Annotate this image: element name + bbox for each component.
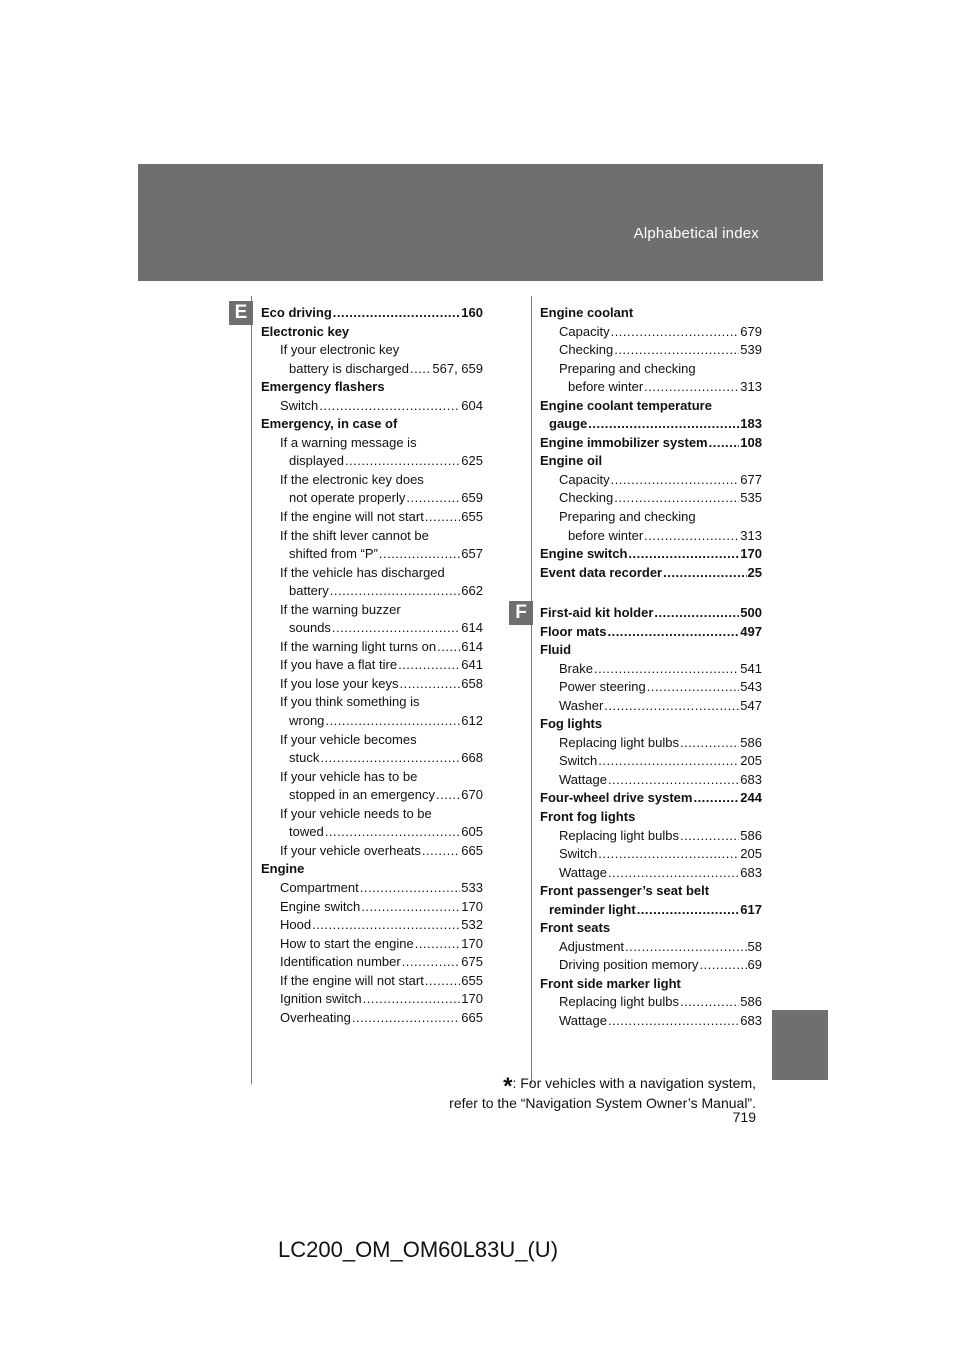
index-entry: [261, 879, 483, 898]
middle-column-rule: [531, 296, 532, 1084]
footnote-star: *: [503, 1073, 513, 1100]
index-entry-text: If your vehicle has to be: [280, 768, 418, 784]
left-column-rule: [251, 296, 252, 1084]
dot-leader: [406, 489, 460, 508]
index-entry-text: Engine switch: [540, 546, 628, 562]
index-entry-text: Adjustment: [559, 938, 625, 954]
index-entry-text: Wattage: [559, 771, 607, 787]
dot-leader: [611, 323, 740, 342]
index-entry-page[interactable]: 675: [461, 954, 483, 970]
index-entry-text: Compartment: [280, 879, 359, 895]
dot-leader: [611, 471, 740, 490]
index-entry: [261, 582, 483, 601]
index-entry: [540, 715, 762, 734]
index-entry-page[interactable]: 567, 659: [432, 360, 483, 376]
dot-leader: [680, 827, 739, 846]
index-entry-text: If the vehicle has discharged: [280, 564, 445, 580]
dot-leader: [325, 823, 461, 842]
index-entry-page[interactable]: 313: [740, 379, 762, 395]
index-entry-text: Front fog lights: [540, 809, 636, 825]
index-entry-text: Front side marker light: [540, 975, 681, 991]
index-entry-page[interactable]: 547: [740, 697, 762, 713]
index-entry-text: Event data recorder: [540, 564, 663, 580]
index-entry-text: Engine switch: [280, 898, 361, 914]
dot-leader: [410, 360, 431, 379]
dot-leader: [594, 660, 739, 679]
index-entry: [540, 975, 762, 994]
index-entry: [261, 434, 483, 453]
index-entry-text: If your vehicle needs to be: [280, 805, 432, 821]
index-entry-page[interactable]: 183: [740, 416, 762, 432]
index-entry: [540, 864, 762, 883]
dot-leader: [614, 489, 739, 508]
index-entry: [261, 953, 483, 972]
index-entry-page[interactable]: 658: [461, 675, 483, 691]
index-entry-page[interactable]: 108: [740, 434, 762, 450]
index-entry: [261, 990, 483, 1009]
index-entry: [261, 768, 483, 787]
index-entry: [540, 341, 762, 360]
index-entry-text: If the shift lever cannot be: [280, 527, 429, 543]
index-entry-text: Emergency, in case of: [261, 416, 398, 432]
dot-leader: [422, 842, 460, 861]
index-entry-text: If your vehicle overheats: [280, 842, 421, 858]
index-entry-page[interactable]: 500: [740, 605, 762, 620]
dot-leader: [680, 734, 739, 753]
index-entry-text: Washer: [559, 697, 604, 713]
index-entry: [540, 734, 762, 753]
dot-leader: [415, 935, 461, 954]
dot-leader: [607, 623, 739, 642]
dot-leader: [604, 697, 739, 716]
index-entry-page[interactable]: 170: [461, 898, 483, 914]
dot-leader: [709, 434, 740, 453]
section-letter-e: E: [229, 301, 253, 325]
index-entry-page[interactable]: 683: [740, 1013, 762, 1029]
index-entry-page[interactable]: 625: [461, 453, 483, 469]
index-entry: [540, 845, 762, 864]
index-entry: [261, 712, 483, 731]
index-entry-text: If you have a flat tire: [280, 657, 398, 673]
dot-leader: [663, 564, 746, 583]
index-entry-page[interactable]: 170: [461, 991, 483, 1007]
index-entry-text: Switch: [559, 846, 598, 862]
index-entry-page[interactable]: 665: [461, 842, 483, 858]
dot-leader: [680, 993, 739, 1012]
index-entry: [540, 771, 762, 790]
index-entry: [261, 805, 483, 824]
index-entry-page[interactable]: 541: [740, 660, 762, 676]
index-entry-text: If the engine will not start: [280, 972, 424, 988]
index-entry-page[interactable]: 586: [740, 734, 762, 750]
index-entry-page[interactable]: 532: [461, 917, 483, 933]
index-entry-text: Floor mats: [540, 623, 607, 639]
index-entry-page[interactable]: 657: [461, 546, 483, 562]
index-entry-page[interactable]: 679: [740, 323, 762, 339]
index-entry-text: If the electronic key does: [280, 471, 424, 487]
dot-leader: [608, 1012, 739, 1031]
dot-leader: [588, 415, 739, 434]
index-entry: [261, 916, 483, 935]
index-entry-page[interactable]: 497: [740, 623, 762, 639]
index-entry-text: If you lose your keys: [280, 675, 399, 691]
index-entry: [540, 919, 762, 938]
side-tab: [772, 1010, 828, 1080]
index-entry-page[interactable]: 614: [461, 638, 483, 654]
index-entry: [261, 731, 483, 750]
index-entry-text: Switch: [559, 753, 598, 769]
dot-leader: [320, 749, 460, 768]
index-entry: [540, 397, 762, 416]
index-entry: [261, 323, 483, 342]
index-entry: [540, 938, 762, 957]
index-entry-text: before winter: [568, 379, 644, 395]
index-entry: [261, 527, 483, 546]
index-entry-text: If the engine will not start: [280, 509, 424, 525]
index-entry-text: Engine: [261, 861, 305, 877]
index-entry-text: Engine coolant: [540, 305, 634, 320]
index-entry-text: Eco driving: [261, 305, 332, 320]
index-entry-text: Checking: [559, 342, 614, 358]
index-entry-text: before winter: [568, 527, 644, 543]
index-entry-text: battery is discharged: [289, 360, 409, 376]
index-entry-page[interactable]: 617: [740, 901, 762, 917]
dot-leader: [699, 956, 746, 975]
index-entry: [261, 564, 483, 583]
dot-leader: [363, 990, 461, 1009]
dot-leader: [654, 604, 739, 623]
index-entry-text: Fog lights: [540, 716, 603, 732]
dot-leader: [332, 619, 460, 638]
index-entry-text: Preparing and checking: [559, 509, 696, 525]
index-entry: [261, 619, 483, 638]
index-entry-text: Replacing light bulbs: [559, 827, 679, 843]
index-entry: [261, 972, 483, 991]
dot-leader: [402, 953, 461, 972]
dot-leader: [360, 879, 461, 898]
dot-leader: [608, 771, 739, 790]
index-entry-text: Front passenger’s seat belt: [540, 883, 710, 899]
index-entry-text: battery: [289, 583, 329, 599]
index-entry-page[interactable]: 69: [747, 957, 762, 973]
dot-leader: [614, 341, 739, 360]
index-entry: [261, 601, 483, 620]
index-entry-text: Four-wheel drive system: [540, 790, 693, 806]
index-entry-text: Capacity: [559, 323, 610, 339]
index-entry-text: Driving position memory: [559, 957, 699, 973]
index-entry: [540, 827, 762, 846]
index-entry-page[interactable]: 205: [740, 753, 762, 769]
index-entry: [540, 641, 762, 660]
header-title: Alphabetical index: [633, 225, 759, 242]
dot-leader: [436, 786, 460, 805]
index-column-right-f: [540, 604, 762, 1031]
dot-leader: [398, 656, 460, 675]
index-entry: [540, 697, 762, 716]
index-entry-text: Hood: [280, 917, 312, 933]
index-entry-page[interactable]: 665: [461, 1009, 483, 1025]
index-entry: [540, 678, 762, 697]
index-entry: [540, 604, 762, 623]
index-entry-page[interactable]: 614: [461, 620, 483, 636]
page-number: 719: [732, 1109, 756, 1125]
index-entry: [540, 323, 762, 342]
index-entry-page[interactable]: 641: [461, 657, 483, 673]
dot-leader: [319, 397, 460, 416]
index-entry: [261, 749, 483, 768]
index-entry-page[interactable]: 605: [461, 824, 483, 840]
index-entry-text: gauge: [549, 416, 588, 432]
index-entry-page[interactable]: 539: [740, 342, 762, 358]
index-entry-text: Ignition switch: [280, 991, 362, 1007]
index-entry-text: If your vehicle becomes: [280, 731, 417, 747]
index-entry: [540, 564, 762, 583]
index-entry-text: Front seats: [540, 920, 611, 936]
index-entry: [261, 489, 483, 508]
index-entry-page[interactable]: 586: [740, 827, 762, 843]
dot-leader: [647, 678, 740, 697]
index-entry-text: stopped in an emergency: [289, 787, 435, 803]
document-id: LC200_OM_OM60L83U_(U): [278, 1237, 559, 1262]
index-entry-text: Capacity: [559, 471, 610, 487]
index-entry-page[interactable]: 604: [461, 397, 483, 413]
index-entry: [540, 508, 762, 527]
index-entry-page[interactable]: 655: [461, 509, 483, 525]
index-entry: [261, 471, 483, 490]
index-entry-text: shifted from “P”: [289, 546, 378, 562]
section-letter-f: F: [509, 601, 533, 625]
index-entry-text: wrong: [289, 713, 325, 729]
index-entry: [540, 1012, 762, 1031]
index-entry: [261, 415, 483, 434]
index-entry: [540, 304, 762, 323]
index-entry-text: Preparing and checking: [559, 360, 696, 376]
dot-leader: [437, 638, 460, 657]
index-entry: [540, 956, 762, 975]
dot-leader: [598, 845, 739, 864]
index-entry-page[interactable]: 668: [461, 750, 483, 766]
index-column-right-e: [540, 304, 762, 582]
header-bar: [138, 164, 823, 281]
index-entry-text: First-aid kit holder: [540, 605, 654, 620]
index-entry-text: not operate properly: [289, 490, 406, 506]
index-entry: [540, 415, 762, 434]
index-entry-page[interactable]: 58: [747, 938, 762, 954]
index-entry-text: Engine immobilizer system: [540, 434, 708, 450]
dot-leader: [352, 1009, 460, 1028]
dot-leader: [325, 712, 460, 731]
index-entry-page[interactable]: 160: [461, 305, 483, 320]
dot-leader: [628, 545, 739, 564]
index-entry-text: Replacing light bulbs: [559, 994, 679, 1010]
index-entry-page[interactable]: 205: [740, 846, 762, 862]
index-entry-page[interactable]: 662: [461, 583, 483, 599]
dot-leader: [644, 378, 739, 397]
index-entry-text: stuck: [289, 750, 320, 766]
dot-leader: [400, 675, 461, 694]
index-entry: [540, 993, 762, 1012]
index-entry-text: How to start the engine: [280, 935, 414, 951]
index-entry-text: reminder light: [549, 901, 636, 917]
index-entry: [540, 901, 762, 920]
index-entry-text: Wattage: [559, 864, 607, 880]
index-entry-page[interactable]: 244: [740, 790, 762, 806]
index-entry: [540, 752, 762, 771]
index-entry-text: Emergency flashers: [261, 379, 385, 395]
dot-leader: [312, 916, 460, 935]
index-entry-text: Engine coolant temperature: [540, 397, 712, 413]
index-entry-text: If the warning light turns on: [280, 638, 437, 654]
index-entry-page[interactable]: 313: [740, 527, 762, 543]
index-entry-page[interactable]: 170: [740, 546, 762, 562]
index-entry-text: Wattage: [559, 1013, 607, 1029]
dot-leader: [330, 582, 461, 601]
index-entry: [261, 898, 483, 917]
index-entry: [540, 623, 762, 642]
index-entry: [540, 660, 762, 679]
index-entry: [261, 638, 483, 657]
index-entry: [540, 360, 762, 379]
index-entry-text: towed: [289, 824, 324, 840]
dot-leader: [425, 972, 460, 991]
index-entry: [261, 823, 483, 842]
index-entry: [261, 378, 483, 397]
index-entry: [540, 452, 762, 471]
index-entry: [540, 545, 762, 564]
index-entry: [261, 786, 483, 805]
dot-leader: [625, 938, 746, 957]
index-entry: [540, 434, 762, 453]
index-entry-page[interactable]: 655: [461, 972, 483, 988]
index-entry-page[interactable]: 683: [740, 771, 762, 787]
index-entry-text: If your electronic key: [280, 342, 400, 358]
index-entry-page[interactable]: 586: [740, 994, 762, 1010]
index-entry: [261, 397, 483, 416]
index-column-left: [261, 304, 483, 1027]
dot-leader: [361, 898, 460, 917]
index-entry-page[interactable]: 25: [747, 564, 762, 580]
index-entry-text: If you think something is: [280, 694, 420, 710]
index-entry-text: Checking: [559, 490, 614, 506]
index-entry-page[interactable]: 535: [740, 490, 762, 506]
index-entry-text: sounds: [289, 620, 331, 636]
dot-leader: [598, 752, 739, 771]
index-entry-page[interactable]: 533: [461, 879, 483, 895]
index-entry-page[interactable]: 543: [740, 679, 762, 695]
footnote-line-1: : For vehicles with a navigation system,: [512, 1075, 756, 1091]
index-entry: [540, 489, 762, 508]
index-entry: [261, 693, 483, 712]
index-entry-text: Electronic key: [261, 323, 350, 339]
index-entry-text: Engine oil: [540, 453, 603, 469]
index-entry: [261, 360, 483, 379]
index-entry-page[interactable]: 683: [740, 864, 762, 880]
index-entry: [261, 935, 483, 954]
index-entry: [261, 675, 483, 694]
index-entry-text: Brake: [559, 660, 593, 676]
index-entry: [540, 471, 762, 490]
index-entry-text: Identification number: [280, 954, 401, 970]
index-entry-text: If the warning buzzer: [280, 601, 401, 617]
index-entry-text: Power steering: [559, 679, 646, 695]
dot-leader: [693, 789, 739, 808]
index-entry: [261, 452, 483, 471]
footnote: [336, 1075, 756, 1111]
index-entry: [540, 378, 762, 397]
index-entry: [261, 508, 483, 527]
index-entry: [261, 1009, 483, 1028]
dot-leader: [345, 452, 460, 471]
index-entry: [261, 545, 483, 564]
index-entry: [540, 789, 762, 808]
dot-leader: [333, 304, 461, 323]
index-entry-page[interactable]: 612: [461, 713, 483, 729]
index-entry-page[interactable]: 677: [740, 471, 762, 487]
index-entry-text: displayed: [289, 453, 344, 469]
dot-leader: [379, 545, 460, 564]
index-entry: [261, 656, 483, 675]
dot-leader: [425, 508, 460, 527]
index-entry-page[interactable]: 670: [461, 787, 483, 803]
index-entry-page[interactable]: 170: [461, 935, 483, 951]
index-entry-page[interactable]: 659: [461, 490, 483, 506]
index-entry-text: Fluid: [540, 642, 572, 658]
dot-leader: [637, 901, 740, 920]
index-entry: [261, 341, 483, 360]
index-entry-text: Switch: [280, 397, 319, 413]
index-entry: [261, 842, 483, 861]
index-entry: [540, 527, 762, 546]
index-entry: [261, 304, 483, 323]
footnote-line-2: refer to the “Navigation System Owner’s Manual”.: [449, 1095, 756, 1111]
index-entry-text: Replacing light bulbs: [559, 734, 679, 750]
index-entry: [261, 860, 483, 879]
index-entry-text: Overheating: [280, 1009, 351, 1025]
index-entry: [540, 882, 762, 901]
index-entry-text: If a warning message is: [280, 434, 417, 450]
index-entry: [540, 808, 762, 827]
dot-leader: [644, 527, 739, 546]
dot-leader: [608, 864, 739, 883]
